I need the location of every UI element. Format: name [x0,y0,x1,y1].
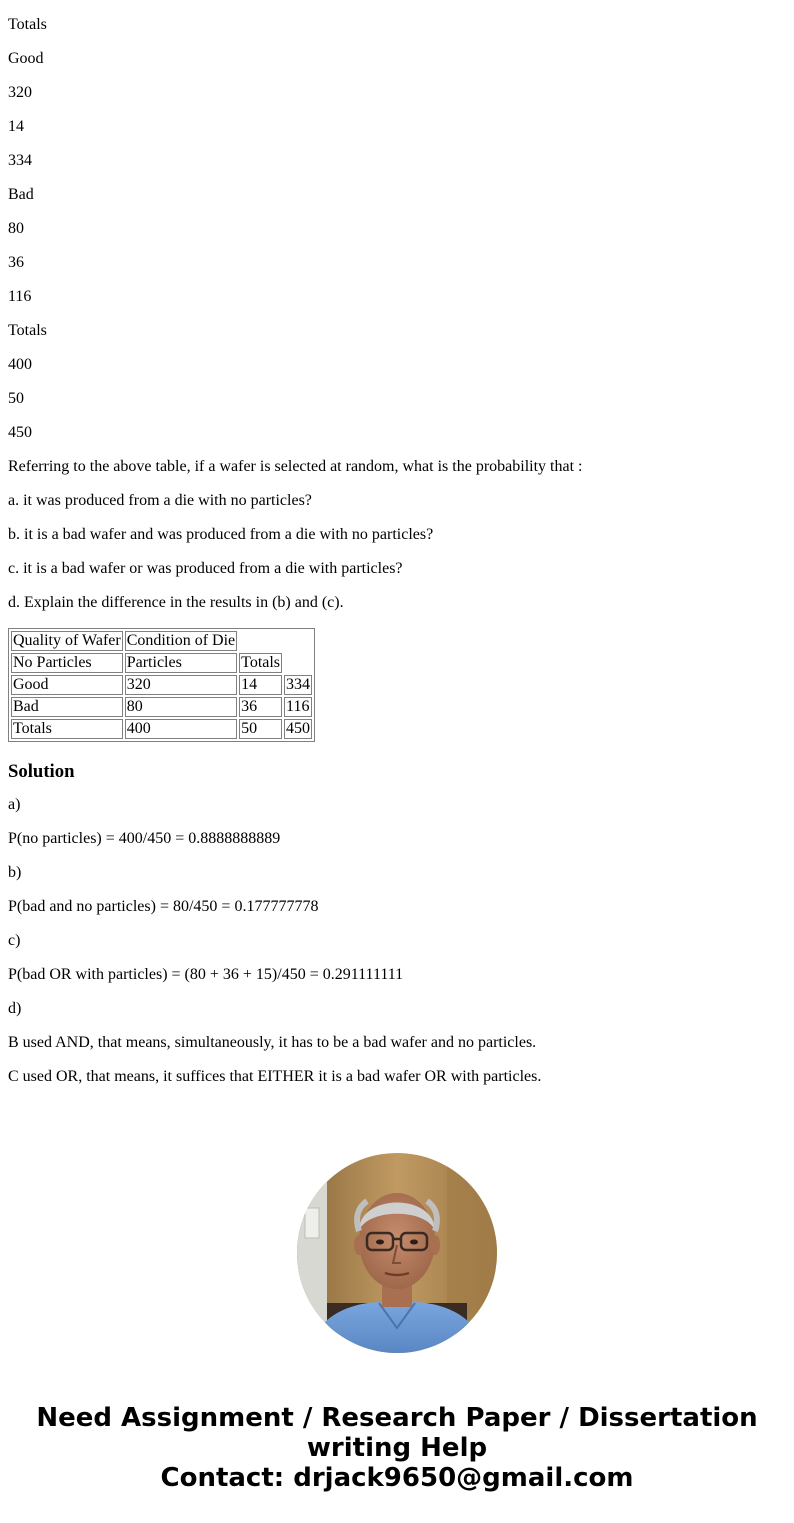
table-header-cell: Condition of Die [126,632,236,649]
text-line: 320 [8,84,32,101]
text-line: 80 [8,220,24,237]
solution-line: C used OR, that means, it suffices that EITHER it is a bad wafer OR with particles. [8,1068,542,1085]
table-empty-cell [284,653,312,673]
question-b: b. it is a bad wafer and was produced from a die with no particles? [8,526,434,543]
table-cell: 320 [125,675,237,695]
table-row [11,697,312,717]
solution-line: B used AND, that means, simultaneously, it has to be a bad wafer and no particles. [8,1034,537,1051]
text-line: 116 [8,288,32,305]
question-a: a. it was produced from a die with no particles? [8,492,312,509]
avatar [297,1153,497,1353]
text-line [8,0,786,8]
footer-contact-banner [0,1403,794,1493]
wafer-table [8,628,315,742]
table-subheader-row [11,653,312,673]
solution-line: P(no particles) = 400/450 = 0.8888888889 [8,830,281,847]
table-cell: 50 [239,719,282,739]
table-subheader-cell: Totals [241,654,281,671]
table-cell: Good [11,675,123,695]
text-line: Good [8,50,44,67]
text-line: Totals [8,322,47,339]
text-line: 400 [8,356,32,373]
avatar-portrait-image [297,1153,497,1353]
solution-line: d) [8,1000,22,1017]
solution-heading: Solution [8,761,75,782]
text-line: Bad [8,186,34,203]
table-row [11,675,312,695]
text-line: 36 [8,254,24,271]
solution-line: P(bad OR with particles) = (80 + 36 + 15)/450 = 0.291111111 [8,966,404,983]
table-subheader-cell: Particles [125,653,237,673]
solution-line: P(bad and no particles) = 80/450 = 0.177777778 [8,898,319,915]
table-cell: 334 [286,676,311,693]
text-line: 50 [8,390,24,407]
data-table-wrapper [8,628,786,742]
table-cell: Bad [11,697,123,717]
table-row [11,719,312,739]
solution-block [8,788,786,1094]
text-line: Totals [8,16,47,33]
question-c: c. it is a bad wafer or was produced from a die with particles? [8,560,403,577]
table-cell: 80 [125,697,237,717]
footer-line-2: writing Help [306,1433,488,1463]
text-line: 14 [8,118,24,135]
footer-line-1: Need Assignment / Research Paper / Dissertation [36,1403,758,1433]
solution-line: a) [8,796,21,813]
question-intro: Referring to the above table, if a wafer is selected at random, what is the probability that : [8,458,583,475]
table-header-row [11,631,312,651]
table-cell: 400 [125,719,237,739]
document-body [8,0,786,1094]
question-d: d. Explain the difference in the results in (b) and (c). [8,594,344,611]
question-block [8,450,786,620]
text-line: 450 [8,424,32,441]
table-subheader-cell: No Particles [11,653,123,673]
table-cell: Totals [11,719,123,739]
table-cell: 36 [239,697,282,717]
table-empty-cell [284,631,312,651]
table-cell: 116 [284,697,312,717]
solution-line: c) [8,932,21,949]
table-header-cell: Quality of Wafer [13,632,121,649]
top-lines [8,0,786,450]
table-empty-cell [239,631,282,651]
footer-contact-line: Contact: drjack9650@gmail.com [160,1463,634,1493]
table-cell: 14 [239,675,282,695]
table-cell: 450 [286,720,311,737]
solution-line: b) [8,864,22,881]
text-line: 334 [8,152,32,169]
